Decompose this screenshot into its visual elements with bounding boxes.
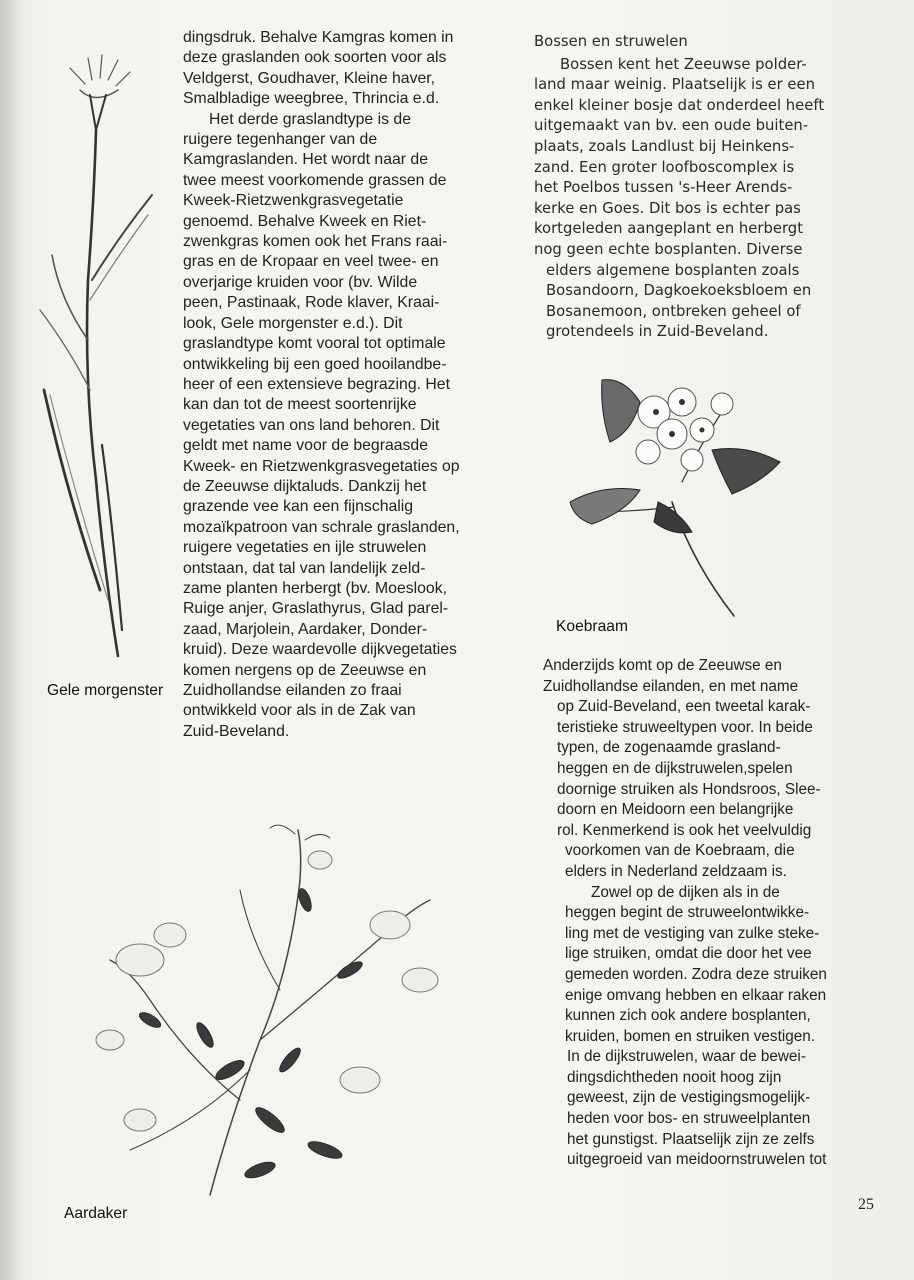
- text-line: deze graslanden ook soorten voor als: [183, 49, 447, 67]
- text-line: Zuidhollandse eilanden, en met name: [543, 677, 799, 695]
- text-column-right-bottom: [543, 656, 857, 1171]
- text-line: uitgemaakt van bv. een oude buiten-: [534, 117, 809, 135]
- text-line: ontwikkeld voor als in de Zak van: [183, 702, 416, 720]
- text-line: zand. Een groter loofboscomplex is: [534, 158, 795, 176]
- text-line: Zuidhollandse eilanden zo fraai: [183, 682, 402, 699]
- text-line: land maar weinig. Plaatselijk is er een: [534, 76, 815, 94]
- text-line: dingsdruk. Behalve Kamgras komen in: [183, 29, 454, 46]
- text-line: Kweek- en Rietzwenkgrasvegetaties op: [183, 457, 460, 475]
- text-line: Zowel op de dijken als in de: [591, 883, 780, 901]
- text-line: nog geen echte bosplanten. Diverse: [534, 240, 803, 258]
- text-line: gras en de Kropaar en veel twee- en: [183, 253, 439, 271]
- text-line: genoemd. Behalve Kweek en Riet-: [183, 212, 427, 230]
- text-line: elders algemene bosplanten zoals: [546, 261, 800, 279]
- text-line: rol. Kenmerkend is ook het veelvuldig: [557, 821, 812, 839]
- section-heading: Bossen en struwelen: [534, 33, 688, 50]
- text-line: ruigere vegetaties en ijle struwelen: [183, 539, 427, 557]
- text-line: ling met de vestiging van zulke steke-: [565, 924, 820, 942]
- text-line: het Poelbos tussen 's-Heer Arends-: [534, 179, 793, 197]
- text-line: peen, Pastinaak, Rode klaver, Kraai-: [183, 294, 440, 312]
- text-line: gemeden worden. Zodra deze struiken: [565, 965, 827, 983]
- text-line: dingsdichtheden nooit hoog zijn: [567, 1068, 782, 1086]
- text-line: uitgegroeid van meidoornstruwelen tot: [567, 1151, 827, 1169]
- text-line: graslandtype komt vooral tot optimale: [183, 335, 446, 353]
- text-line: geldt met name voor de begraasde: [183, 437, 429, 455]
- text-line: op Zuid-Beveland, een tweetal karak-: [557, 698, 811, 716]
- text-line: kerke en Goes. Dit bos is echter pas: [534, 199, 801, 217]
- text-line: Kamgraslanden. Het wordt naar de: [183, 151, 428, 169]
- text-line: Anderzijds komt op de Zeeuwse en: [543, 657, 782, 674]
- text-line: ontstaan, dat tal van landelijk zeld-: [183, 559, 426, 577]
- text-line: ruigere tegenhanger van de: [183, 131, 378, 149]
- text-line: look, Gele morgenster e.d.). Dit: [183, 314, 403, 332]
- text-line: heggen begint de struweelontwikke-: [565, 904, 810, 922]
- text-line: heer of een extensieve begrazing. Het: [183, 375, 450, 393]
- text-line: overjarige kruiden voor (bv. Wilde: [183, 273, 418, 291]
- text-line: lige struiken, omdat die door het vee: [565, 945, 812, 963]
- text-line: enkel kleiner bosje dat onderdeel heeft: [534, 96, 825, 114]
- text-line: Smalbladige weegbree, Thrincia e.d.: [183, 90, 440, 108]
- text-line: het gunstigst. Plaatselijk zijn ze zelfs: [567, 1130, 815, 1148]
- text-line: grotendeels in Zuid-Beveland.: [546, 323, 769, 341]
- text-line: Bosanemoon, ontbreken geheel of: [546, 302, 801, 320]
- text-line: Bosandoorn, Dagkoekoeksbloem en: [546, 282, 812, 300]
- text-line: komen nergens op de Zeeuwse en: [183, 661, 427, 679]
- text-column-left: [183, 28, 521, 742]
- text-line: zaad, Marjolein, Aardaker, Donder-: [183, 620, 428, 638]
- text-line: kortgeleden aangeplant en herbergt: [534, 220, 803, 238]
- text-line: voorkomen van de Koebraam, die: [565, 842, 795, 860]
- aardaker-illustration: [90, 820, 460, 1205]
- text-column-right-top: [534, 32, 854, 343]
- text-line: teristieke struweeltypen voor. In beide: [557, 718, 813, 736]
- page-number: 25: [858, 1196, 874, 1213]
- text-line: ontwikkeling bij een goed hooilandbe-: [183, 355, 447, 373]
- text-line: doornige struiken als Hondsroos, Slee-: [557, 780, 821, 798]
- text-line: Ruige anjer, Graslathyrus, Glad parel-: [183, 600, 449, 618]
- text-line: enige omvang hebben en elkaar raken: [565, 986, 827, 1004]
- text-line: plaats, zoals Landlust bij Heinkens-: [534, 137, 795, 155]
- text-line: kruid). Deze waardevolle dijkvegetaties: [183, 641, 457, 659]
- page-gutter-shadow: [0, 0, 22, 1280]
- text-line: kunnen zich ook andere bosplanten,: [565, 1007, 811, 1025]
- text-line: de Zeeuwse dijktaluds. Dankzij het: [183, 477, 427, 495]
- text-line: doorn en Meidoorn een belangrijke: [557, 801, 794, 819]
- text-line: Kweek-Rietzwenkgrasvegetatie: [183, 192, 404, 210]
- text-line: Zuid-Beveland.: [183, 722, 290, 740]
- text-line: heggen en de dijkstruwelen,spelen: [557, 759, 793, 777]
- text-line: zame planten herbergt (bv. Moeslook,: [183, 579, 448, 597]
- text-line: Veldgerst, Goudhaver, Kleine haver,: [183, 69, 436, 87]
- text-line: grazende vee kan een fijnschalig: [183, 498, 414, 516]
- text-line: kan dan tot de meest soortenrijke: [183, 396, 417, 414]
- text-line: vegetaties van ons land behoren. Dit: [183, 416, 440, 434]
- text-line: zwenkgras komen ook het Frans raai-: [183, 233, 448, 251]
- text-line: Het derde graslandtype is de: [209, 110, 411, 128]
- text-line: heden voor bos- en struweelplanten: [567, 1110, 811, 1128]
- text-line: geweest, zijn de vestigingsmogelijk-: [567, 1089, 811, 1107]
- text-line: Bossen kent het Zeeuwse polder-: [560, 55, 807, 73]
- gele-morgenster-illustration: [30, 50, 180, 665]
- text-line: typen, de zogenaamde grasland-: [557, 739, 781, 757]
- caption-aardaker: Aardaker: [64, 1205, 128, 1222]
- text-line: In de dijkstruwelen, waar de bewei-: [567, 1048, 806, 1066]
- koebraam-illustration: [562, 372, 792, 620]
- text-line: mozaïkpatroon van schrale graslanden,: [183, 518, 460, 536]
- caption-gele-morgenster: Gele morgenster: [47, 682, 164, 699]
- text-line: elders in Nederland zeldzaam is.: [565, 862, 787, 880]
- caption-koebraam: Koebraam: [556, 618, 628, 635]
- text-line: kruiden, bomen en struiken vestigen.: [565, 1027, 815, 1045]
- text-line: twee meest voorkomende grassen de: [183, 171, 447, 189]
